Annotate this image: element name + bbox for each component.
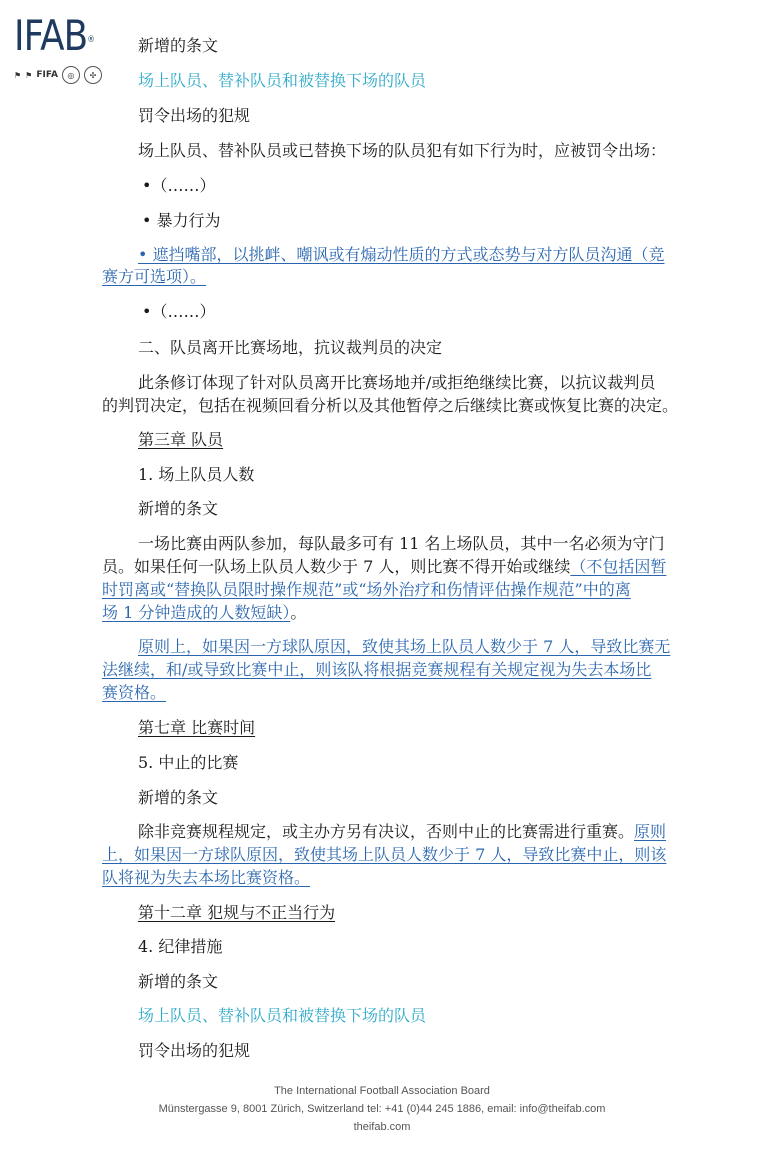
fifa-emblem-icon: FIFA xyxy=(36,70,58,80)
paragraph-line: 此条修订体现了针对队员离开比赛场地并/或拒绝继续比赛，以抗议裁判员 xyxy=(138,373,656,392)
page-footer xyxy=(0,1082,764,1136)
bullet-item: •（……） xyxy=(142,176,216,195)
chapter-heading: 第十二章 犯规与不正当行为 xyxy=(138,903,336,922)
bullet-item: •（……） xyxy=(142,302,216,321)
article-heading: 5. 中止的比赛 xyxy=(138,753,239,772)
amended-paragraph-line: 队将视为失去本场比赛资格。 xyxy=(102,868,311,887)
member-emblems xyxy=(14,64,124,86)
new-article-heading: 新增的条文 xyxy=(138,788,219,807)
scotland-fa-emblem-icon: ⚑ xyxy=(25,70,33,80)
ifab-logo xyxy=(14,11,124,86)
article-heading: 1. 场上队员人数 xyxy=(138,465,255,484)
footer-website: theifab.com xyxy=(353,1121,411,1133)
article-heading: 4. 纪律措施 xyxy=(138,937,223,956)
england-fa-emblem-icon: ⚑ xyxy=(14,70,22,80)
amended-paragraph-line: 法继续，和/或导致比赛中止，则该队将根据竞赛规程有关规定视为失去本场比 xyxy=(102,660,652,679)
paragraph-line: 场 1 分钟造成的人数短缺）。 xyxy=(102,603,307,622)
paragraph-line: 一场比赛由两队参加，每队最多可有 11 名上场队员，其中一名必须为守门 xyxy=(138,534,665,553)
amended-bullet-item: • 遮挡嘴部，以挑衅、嘲讽或有煽动性质的方式或态势与对方队员沟通（竞 xyxy=(138,245,665,264)
paragraph-line: 场上队员、替补队员或已替换下场的队员犯有如下行为时，应被罚令出场： xyxy=(138,141,667,160)
amended-paragraph-line: 赛资格。 xyxy=(102,683,167,702)
paragraph-line: 的判罚决定，包括在视频回看分析以及其他暂停之后继续比赛或恢复比赛的决定。 xyxy=(102,396,679,415)
paragraph-line: 员。如果任何一队场上队员人数少于 7 人，则比赛不得开始或继续（不包括因暂 xyxy=(102,557,667,576)
amended-paragraph-line: 原则上，如果因一方球队原因，致使其场上队员人数少于 7 人，导致比赛无 xyxy=(138,637,671,656)
subject-heading: 场上队员、替补队员和被替换下场的队员 xyxy=(138,1006,427,1025)
amended-paragraph-line: 上，如果因一方球队原因，致使其场上队员人数少于 7 人，导致比赛中止，则该 xyxy=(102,845,667,864)
offence-heading: 罚令出场的犯规 xyxy=(138,1041,251,1060)
bullet-item: • 暴力行为 xyxy=(142,211,221,230)
amended-paragraph-line: 时罚离或“替换队员限时操作规范”或“场外治疗和伤情评估操作规范”中的离 xyxy=(102,580,631,599)
chapter-heading: 第三章 队员 xyxy=(138,430,224,449)
offence-heading: 罚令出场的犯规 xyxy=(138,106,251,125)
subject-heading: 场上队员、替补队员和被替换下场的队员 xyxy=(138,71,427,90)
new-article-heading: 新增的条文 xyxy=(138,36,219,55)
amended-bullet-item: 赛方可选项）。 xyxy=(102,267,207,286)
northern-ireland-fa-emblem-icon: ✣ xyxy=(84,66,102,84)
footer-organisation: The International Football Association Board xyxy=(274,1085,490,1097)
ifab-wordmark: IFAB® xyxy=(14,11,95,60)
footer-address: Münstergasse 9, 8001 Zürich, Switzerland tel: +41 (0)44 245 1886, email: info@theifab.com xyxy=(158,1103,606,1115)
wales-fa-emblem-icon: ◎ xyxy=(62,66,80,84)
paragraph-line: 除非竞赛规程规定，或主办方另有决议，否则中止的比赛需进行重赛。原则 xyxy=(138,822,667,841)
new-article-heading: 新增的条文 xyxy=(138,972,219,991)
chapter-heading: 第七章 比赛时间 xyxy=(138,718,256,737)
new-article-heading: 新增的条文 xyxy=(138,499,219,518)
section-heading: 二、队员离开比赛场地，抗议裁判员的决定 xyxy=(138,338,443,357)
